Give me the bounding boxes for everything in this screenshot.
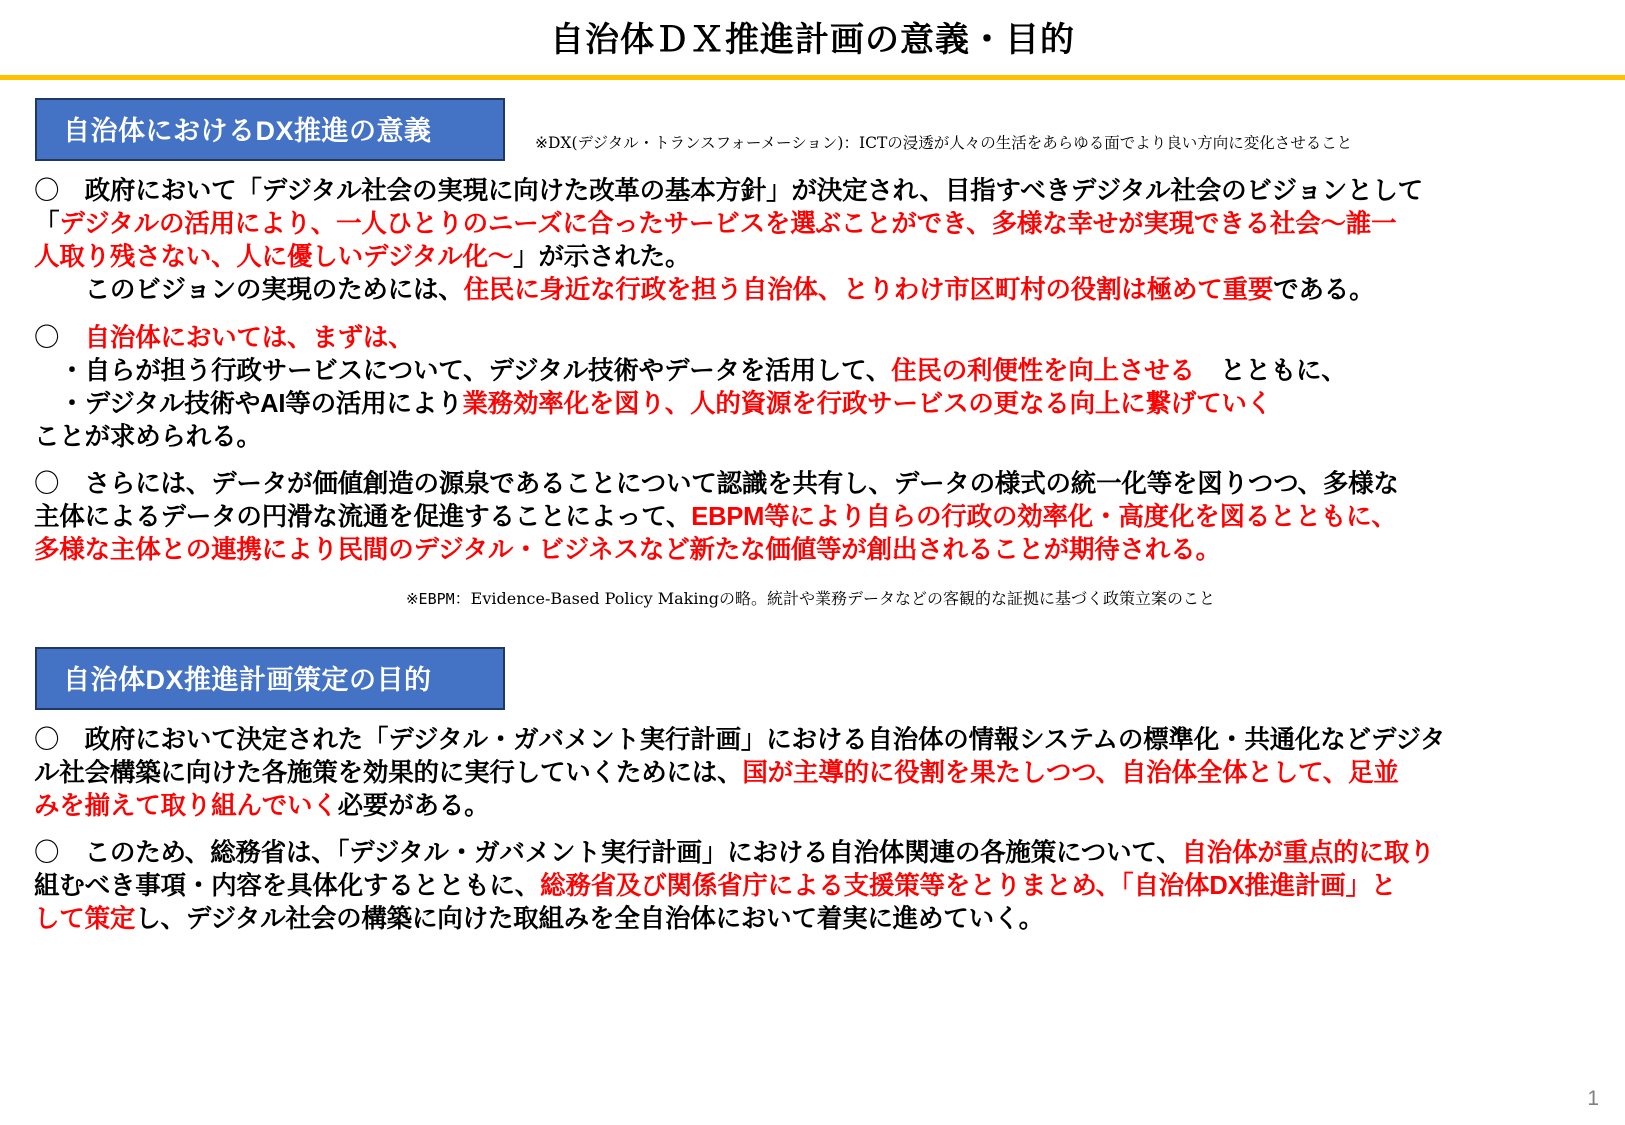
text-run-highlight: 業務効率化を図り、人的資源を行政サービスの更なる向上に繋げていく	[462, 389, 1272, 418]
paragraph-line	[34, 468, 1597, 501]
dx-definition-note: ※DX(デジタル・トランスフォーメーション)：ICTの浸透が人々の生活をあらゆる面でより良い方向に変化させること	[535, 134, 1353, 152]
paragraph-line	[34, 421, 1597, 454]
ebpm-footnote-body: ：Evidence-Based Policy Makingの略。統計や業務データなどの客観的な証拠に基づく政策立案のこと	[454, 588, 1216, 608]
ebpm-footnote-prefix: ※EBPM	[405, 589, 455, 608]
bullet-marker: 〇	[34, 838, 60, 867]
bullet-marker: 〇	[34, 725, 60, 754]
section2-heading-row	[0, 629, 1625, 710]
paragraph	[34, 322, 1597, 455]
text-run: とともに、	[1194, 356, 1347, 385]
text-run: ことが求められる。	[34, 422, 262, 451]
text-run: 必要がある。	[337, 791, 490, 820]
text-run-highlight: 自治体においては、まずは、	[84, 323, 414, 352]
text-run: ル社会構築に向けた各施策を効果的に実行していくためには、	[34, 758, 743, 787]
bullet-marker: 〇	[34, 323, 60, 352]
paragraph-line	[34, 208, 1597, 241]
section1-body	[0, 175, 1625, 609]
text-run-highlight: 自治体が重点的に取り	[1181, 838, 1435, 867]
text-run: し、デジタル社会の構築に向けた取組みを全自治体において着実に進めていく。	[135, 905, 1044, 934]
text-run-highlight: 多様な主体との連携により民間のデジタル・ビジネスなど新たな価値等が創出されることが期待される。	[34, 536, 1221, 565]
section2-heading-box: 自治体DX推進計画策定の目的	[35, 647, 505, 710]
section1-heading-box: 自治体におけるDX推進の意義	[35, 98, 505, 161]
paragraph	[34, 468, 1597, 567]
paragraph-line	[34, 175, 1597, 208]
paragraph	[34, 837, 1597, 936]
text-run: 組むべき事項・内容を具体化するとともに、	[34, 872, 541, 901]
page-number: 1	[1587, 1087, 1599, 1110]
paragraph-line	[34, 274, 1597, 307]
section1-paragraph-list	[34, 175, 1597, 568]
text-run: 主体によるデータの円滑な流通を促進することによって、	[34, 503, 692, 532]
page-title: 自治体ＤＸ推進計画の意義・目的	[550, 21, 1075, 59]
section1-heading-row	[0, 80, 1625, 161]
paragraph	[34, 175, 1597, 308]
paragraph-line	[34, 903, 1597, 936]
text-run: さらには、データが価値創造の源泉であることについて認識を共有し、データの様式の統一化等を図りつつ、多様な	[59, 470, 1399, 499]
section2-body	[0, 724, 1625, 937]
text-run: ・自らが担う行政サービスについて、デジタル技術やデータを活用して、	[34, 356, 892, 385]
paragraph-line	[34, 501, 1597, 534]
paragraph-line	[34, 790, 1597, 823]
paragraph-line	[34, 870, 1597, 903]
paragraph-line	[34, 322, 1597, 355]
bullet-marker: 〇	[34, 177, 60, 205]
paragraph-line	[34, 241, 1597, 274]
text-run: 」が示された。	[513, 243, 691, 272]
text-run-highlight: 総務省及び関係省庁による支援策等をとりまとめ、「自治体DX推進計画」と	[540, 872, 1397, 901]
text-run: このビジョンの実現のためには、	[34, 276, 464, 305]
text-run: 「	[34, 210, 60, 239]
text-run-highlight: 国が主導的に役割を果たしつつ、自治体全体として、足並	[742, 758, 1399, 787]
paragraph-line	[34, 388, 1597, 421]
text-run: ・デジタル技術やAI等の活用により	[34, 389, 463, 418]
section2-paragraph-list	[34, 724, 1597, 937]
slide-title-bar	[0, 0, 1625, 69]
text-run-highlight: して策定	[34, 905, 136, 934]
paragraph	[34, 724, 1597, 823]
text-run-highlight: みを揃えて取り組んでいく	[34, 791, 338, 820]
paragraph-line	[34, 837, 1597, 870]
text-run-highlight: デジタルの活用により、一人ひとりのニーズに合ったサービスを選ぶことができ、多様な幸せが実現できる社会～誰一	[59, 210, 1397, 239]
paragraph-line	[34, 757, 1597, 790]
ebpm-footnote	[34, 586, 1597, 609]
text-run	[59, 324, 84, 352]
paragraph-line	[34, 534, 1597, 567]
text-run-highlight: EBPM等により自らの行政の効率化・高度化を図るとともに、	[691, 503, 1397, 532]
text-run-highlight: 住民に身近な行政を担う自治体、とりわけ市区町村の役割は極めて重要	[463, 276, 1274, 305]
text-run-highlight: 人取り残さない、人に優しいデジタル化～	[34, 243, 514, 272]
text-run: このため、総務省は、「デジタル・ガバメント実行計画」における自治体関連の各施策について、	[59, 838, 1182, 867]
paragraph-line	[34, 355, 1597, 388]
paragraph-line	[34, 724, 1597, 757]
text-run: である。	[1273, 276, 1375, 305]
text-run: 政府において決定された「デジタル・ガバメント実行計画」における自治体の情報システムの標準化・共通化などデジタ	[59, 725, 1446, 754]
text-run-highlight: 住民の利便性を向上させる	[891, 356, 1195, 385]
bullet-marker: 〇	[34, 470, 60, 499]
text-run: 政府において「デジタル社会の実現に向けた改革の基本方針」が決定され、目指すべきデジタル社会のビジョンとして	[59, 177, 1423, 205]
